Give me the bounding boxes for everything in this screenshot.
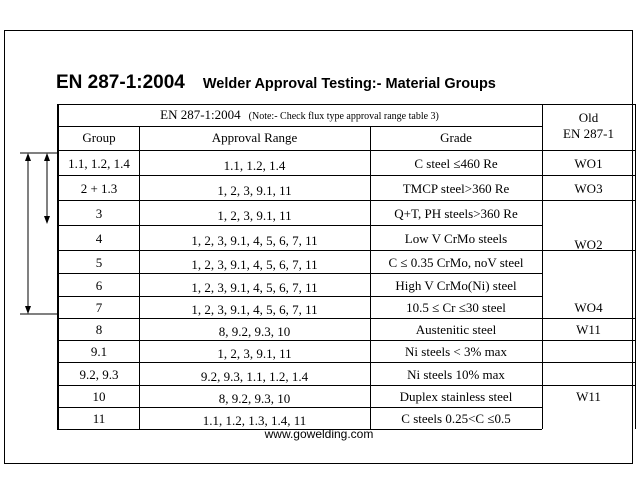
- old-row-divider: [542, 318, 635, 319]
- group-cell: 10: [92, 389, 106, 404]
- approval-range-cell: 1.1, 1.2, 1.3, 1.4, 11: [202, 413, 307, 428]
- approval-range-cell: 1, 2, 3, 9.1, 11: [217, 346, 292, 361]
- column-divider-range: [370, 126, 371, 429]
- column-divider-old: [542, 104, 543, 429]
- column-header-approval-range: Approval Range: [211, 130, 298, 145]
- grade-cell: C ≤ 0.35 CrMo, noV steel: [388, 254, 524, 270]
- banner-divider: [57, 126, 542, 127]
- old-header-line-2: EN 287-1: [563, 126, 614, 141]
- range-arrows: [0, 0, 60, 330]
- group-cell: 3: [95, 205, 103, 221]
- old-row-divider: [542, 150, 635, 151]
- row-divider: [57, 407, 542, 408]
- grade-cell: C steel ≤460 Re: [414, 155, 498, 171]
- page-heading: [56, 72, 496, 94]
- grade-cell: Q+T, PH steels>360 Re: [394, 205, 518, 221]
- standard-title: EN 287-1:2004: [56, 72, 185, 93]
- row-divider: [57, 385, 542, 386]
- table-border-right: [635, 104, 636, 429]
- approval-range-cell: 1, 2, 3, 9.1, 4, 5, 6, 7, 11: [191, 302, 318, 317]
- group-cell: 5: [95, 254, 103, 270]
- arrow-long-head-up-icon: [25, 153, 31, 161]
- group-cell: 7: [95, 300, 103, 315]
- column-header-group: Group: [82, 130, 116, 145]
- grade-cell: TMCP steel>360 Re: [402, 180, 510, 196]
- old-group-cell: W11: [576, 389, 601, 404]
- group-cell: 2 + 1.3: [80, 180, 118, 196]
- old-group-cell: WO4: [574, 300, 603, 315]
- old-group-cell: WO2: [574, 237, 603, 252]
- table-banner: [160, 107, 439, 123]
- group-cell: 9.1: [90, 344, 108, 359]
- grade-cell: 10.5 ≤ Cr ≤30 steel: [406, 300, 506, 315]
- group-cell: 6: [95, 277, 103, 293]
- approval-range-cell: 8, 9.2, 9.3, 10: [218, 324, 291, 339]
- old-row-divider: [542, 175, 635, 176]
- old-row-divider: [542, 340, 635, 341]
- approval-range-cell: 1, 2, 3, 9.1, 4, 5, 6, 7, 11: [191, 232, 318, 248]
- row-divider: [57, 318, 542, 319]
- column-header-grade: Grade: [440, 130, 472, 145]
- approval-range-cell: 9.2, 9.3, 1.1, 1.2, 1.4: [200, 368, 309, 384]
- row-divider: [57, 150, 542, 151]
- arrow-short-head-up-icon: [44, 153, 50, 161]
- group-cell: 11: [92, 411, 106, 426]
- grade-cell: High V CrMo(Ni) steel: [395, 277, 517, 293]
- arrow-short-head-down-icon: [44, 216, 50, 224]
- grade-cell: C steels 0.25<C ≤0.5: [401, 411, 511, 426]
- grade-cell: Austenitic steel: [415, 322, 497, 337]
- old-group-cell: WO3: [574, 181, 603, 196]
- row-divider: [57, 296, 542, 297]
- group-cell: 1.1, 1.2, 1.4: [68, 155, 130, 171]
- column-divider-group: [139, 126, 140, 429]
- approval-range-cell: 8, 9.2, 9.3, 10: [218, 391, 291, 406]
- grade-cell: Duplex stainless steel: [399, 389, 513, 404]
- group-cell: 8: [95, 322, 103, 337]
- grade-cell: Ni steels < 3% max: [405, 344, 507, 359]
- old-row-divider: [542, 200, 635, 201]
- grade-cell: Low V CrMo steels: [404, 230, 508, 246]
- old-group-cell: W11: [576, 322, 601, 337]
- row-divider: [57, 273, 542, 274]
- old-row-divider: [542, 362, 635, 363]
- group-cell: 9.2, 9.3: [79, 366, 119, 382]
- grade-cell: Ni steels 10% max: [407, 366, 505, 382]
- row-divider: [57, 175, 542, 176]
- row-divider: [57, 362, 542, 363]
- approval-range-cell: 1.1, 1.2, 1.4: [223, 157, 286, 173]
- old-row-divider: [542, 385, 635, 386]
- approval-range-cell: 1, 2, 3, 9.1, 4, 5, 6, 7, 11: [191, 279, 318, 295]
- row-divider: [57, 200, 542, 201]
- banner-standard: EN 287-1:2004: [160, 107, 241, 122]
- approval-range-cell: 1, 2, 3, 9.1, 11: [217, 182, 292, 198]
- group-cell: 4: [95, 230, 103, 246]
- heading-subtitle: Welder Approval Testing:- Material Groups: [202, 76, 496, 92]
- approval-range-cell: 1, 2, 3, 9.1, 11: [217, 207, 292, 223]
- approval-range-cell: 1, 2, 3, 9.1, 4, 5, 6, 7, 11: [191, 256, 318, 272]
- banner-note: (Note:- Check flux type approval range table 3): [248, 111, 439, 122]
- arrow-long-head-down-icon: [25, 306, 31, 314]
- old-group-cell: WO1: [574, 155, 603, 171]
- row-divider: [57, 340, 542, 341]
- row-divider: [57, 225, 542, 226]
- row-divider: [57, 250, 542, 251]
- old-header-line-1: Old: [578, 110, 599, 125]
- site-url: www.gowelding.com: [264, 427, 374, 441]
- table-border-top: [57, 104, 635, 105]
